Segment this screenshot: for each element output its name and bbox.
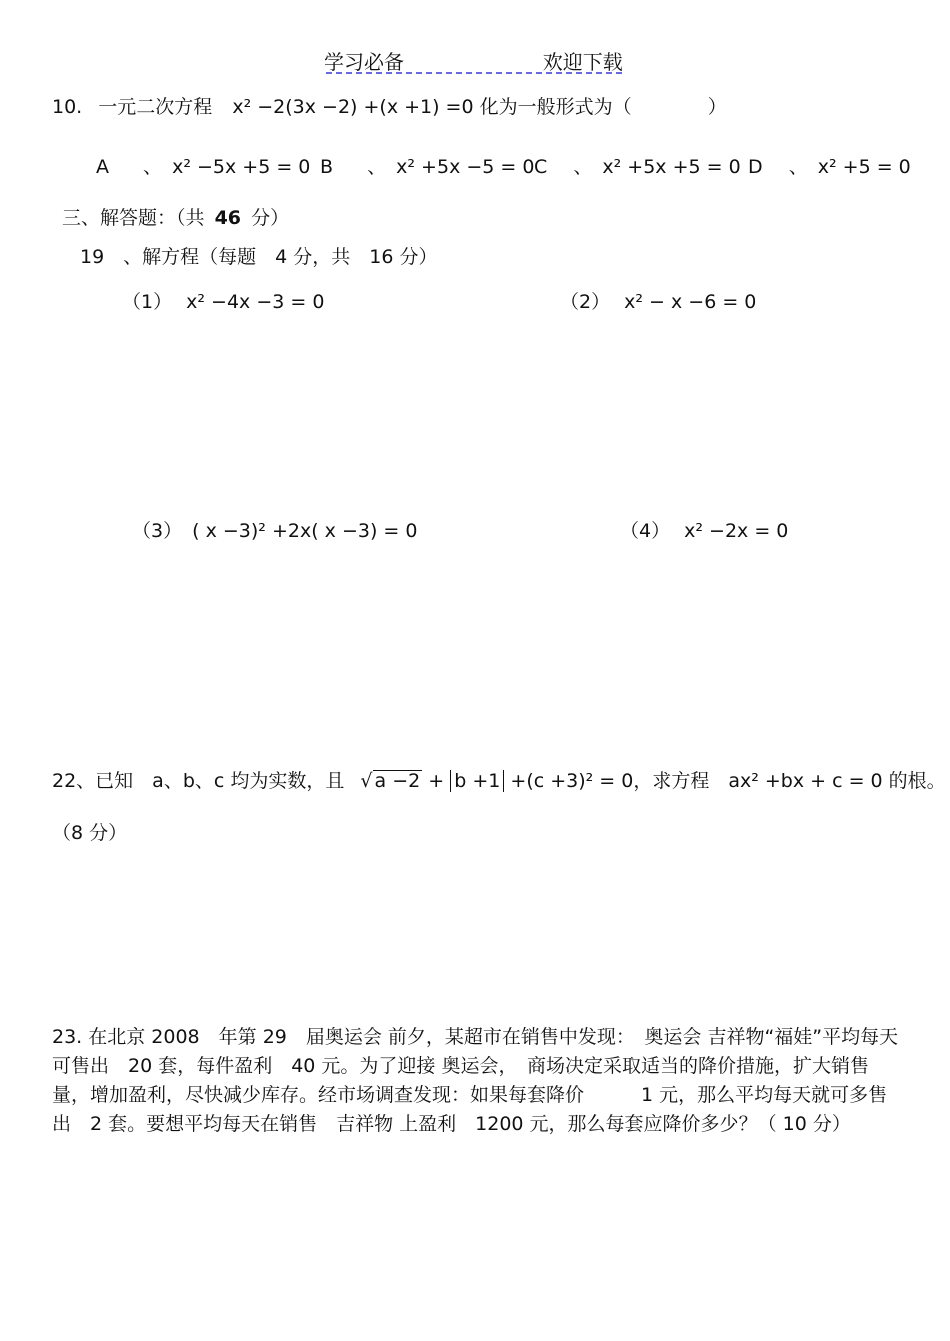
section-3-title-post: 分） (251, 207, 290, 229)
question-10 (52, 92, 727, 119)
option-sep: 、 (367, 156, 387, 178)
q22-plus: + (422, 770, 445, 792)
q10-number: 10. (52, 96, 83, 118)
q10-option-c (534, 152, 741, 179)
item-expr: x² − x −6 = 0 (624, 291, 757, 313)
header-right: 欢迎下载 (542, 50, 623, 74)
q10-suffix: 化为一般形式为（ (479, 96, 632, 118)
option-expr: x² −5x +5 = 0 (172, 156, 311, 178)
option-expr: x² +5x +5 = 0 (602, 156, 741, 178)
item-label: （3） (132, 520, 183, 542)
item-expr: x² −4x −3 = 0 (186, 291, 325, 313)
question-23: 23. 在北京 2008 年第 29 届奥运会 前夕，某超市在销售中发现： 奥运会 吉祥物“福娃”平均每天可售出 20 套，每件盈利 40 元。为了迎接 奥运会， 商场决定采取适当的降价措施，扩大销售量，增加盈利，尽快减少库存。经市场调查发现：如果每套降价 1 元，那么平均每天就可多售出 2 套。要想平均每天在销售 吉祥物 上盈利 1200 元，那么每套应降价多少？（ 10 分） (52, 1026, 899, 1135)
q22-abs-expr: b +1 (450, 770, 504, 792)
item-expr: ( x −3)² +2x( x −3) = 0 (192, 520, 418, 542)
page-header (324, 46, 623, 75)
sqrt-icon: √ (360, 770, 373, 792)
q10-equation: x² −2(3x −2) +(x +1) =0 (232, 96, 474, 118)
q19-item-4 (620, 516, 788, 543)
option-letter: A (96, 156, 109, 178)
q10-close: ） (707, 96, 727, 118)
q22-sqrt-expr: a −2 (374, 770, 421, 792)
section-3-title-pre: 三、解答题：（共 (62, 207, 205, 229)
option-letter: C (534, 156, 548, 178)
option-sep: 、 (143, 156, 163, 178)
q22-text-pre: 22、已知 a、b、c 均为实数，且 (52, 770, 345, 792)
item-label: （2） (560, 291, 611, 313)
item-expr: x² −2x = 0 (684, 520, 789, 542)
q10-option-d (748, 152, 911, 179)
option-expr: x² +5 = 0 (817, 156, 911, 178)
q10-option-a (96, 152, 310, 179)
q19-item-1 (122, 287, 324, 314)
option-letter: D (748, 156, 763, 178)
section-3-points: 46 (214, 207, 242, 229)
option-sep: 、 (788, 156, 808, 178)
question-19-title: 19 、解方程（每题 4 分，共 16 分） (80, 246, 438, 268)
section-3-title (62, 203, 289, 230)
item-label: （4） (620, 520, 671, 542)
option-sep: 、 (573, 156, 593, 178)
q10-option-b (320, 152, 534, 179)
item-label: （1） (122, 291, 173, 313)
q10-text: 一元二次方程 (98, 96, 213, 118)
q19-item-3 (132, 516, 417, 543)
question-22 (52, 766, 946, 793)
header-left: 学习必备 (324, 50, 404, 74)
q22-score: （8 分） (52, 822, 128, 844)
q19-item-2 (560, 287, 756, 314)
q22-text-post: +(c +3)² = 0，求方程 ax² +bx + c = 0 的根。 (504, 770, 946, 792)
header-underline (326, 72, 622, 74)
option-letter: B (320, 156, 334, 178)
option-expr: x² +5x −5 = 0 (396, 156, 535, 178)
